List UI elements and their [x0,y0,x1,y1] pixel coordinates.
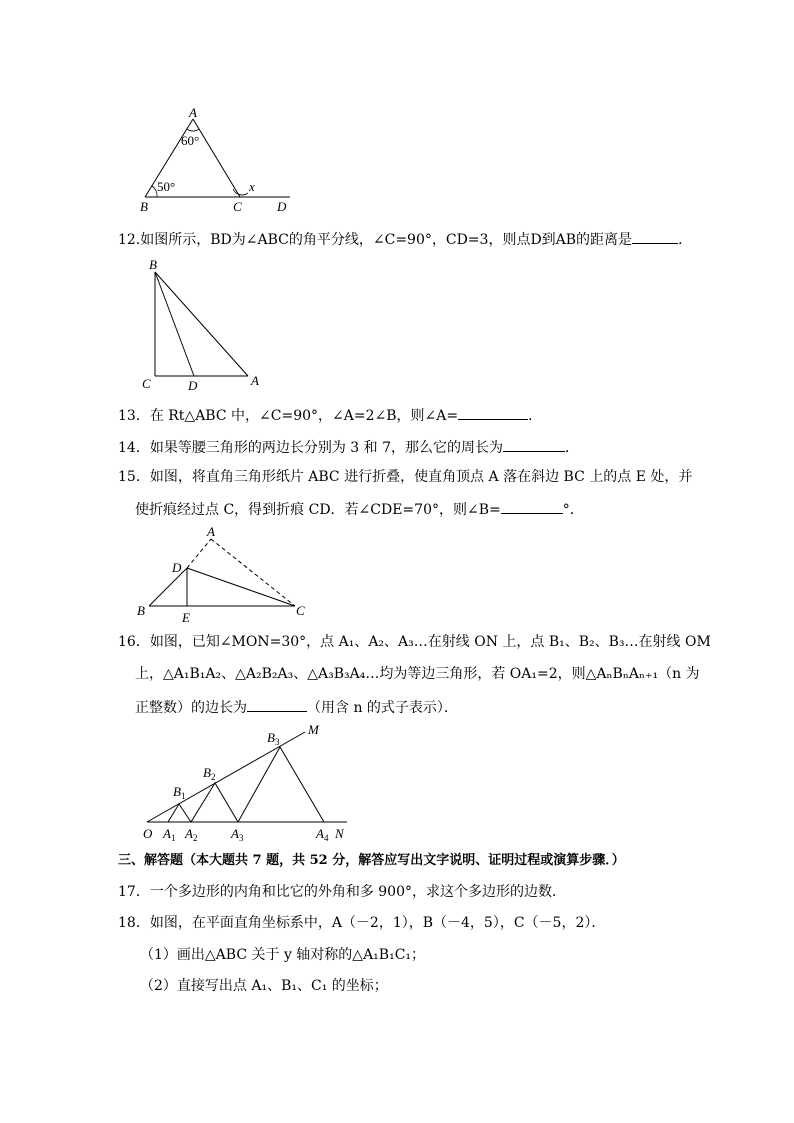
label-B: B [149,257,157,272]
label-D: D [277,199,287,214]
label-A3: $A_3$ [231,826,244,843]
label-A: A [251,373,259,388]
fold-diagram-q15 [135,524,315,624]
figure-q11 [135,105,305,219]
question-12: 12.如图所示，BD为∠ABC的角平分线，∠C=90°，CD=3，则点D到AB的距离是 ． [118,229,692,249]
label-O: O [143,826,153,841]
question-16-line2: 上，△A₁B₁A₂、△A₂B₂A₃、△A₃B₃A₄…均为等边三角形，若 OA₁=2，则△AₙBₙAₙ₊₁（n 为 [135,666,700,682]
label-M: M [308,722,319,737]
figure-q12 [135,256,270,395]
figure-q16 [135,720,365,849]
label-B1: $B_1$ [173,784,186,801]
label-C: C [233,199,242,214]
triangle-diagram-q11 [135,105,305,215]
label-C: C [142,376,151,391]
question-17: 17．一个多边形的内角和比它的外角和多 900°，求这个多边形的边数． [118,884,566,900]
label-A2: $A_2$ [185,826,198,843]
label-D: D [172,560,182,575]
label-B: B [137,603,145,618]
question-18-sub2: （2）直接写出点 A₁、B₁、C₁ 的坐标； [140,978,388,994]
question-13: 13．在 Rt△ABC 中，∠C=90°，∠A=2∠B，则∠A= ． [118,405,542,425]
angle-B-label: 50° [157,179,176,194]
question-14: 14．如果等腰三角形的两边长分别为 3 和 7，那么它的周长为 ． [118,437,579,457]
equilateral-triangles-diagram-q16 [135,720,365,845]
label-x: x [249,179,255,194]
label-N: N [335,826,344,841]
question-15-line1: 15．如图，将直角三角形纸片 ABC 进行折叠，使直角顶点 A 落在斜边 BC 上的点 E 处，并 [118,469,693,485]
label-E: E [182,610,190,625]
question-18-sub1: （1）画出△ABC 关于 y 轴对称的△A₁B₁C₁； [140,947,426,963]
label-A1: $A_1$ [163,826,176,843]
figure-q15 [135,524,315,628]
label-A4: $A_4$ [316,826,329,843]
question-15-line2: 使折痕经过点 C，得到折痕 CD．若∠CDE=70°，则∠B= °． [135,499,584,519]
label-B2: $B_2$ [203,765,216,782]
section-3-heading: 三、解答题（本大题共 7 题，共 52 分，解答应写出文字说明、证明过程或演算步骤．） [118,853,625,868]
label-A: A [207,524,215,539]
question-18: 18．如图，在平面直角坐标系中，A（－2，1），B（－4，5），C（－5，2）． [118,915,606,931]
label-B: B [140,199,148,214]
label-B3: $B_3$ [267,730,280,747]
label-D: D [188,378,198,393]
question-16-line1: 16．如图，已知∠MON=30°，点 A₁、A₂、A₃…在射线 ON 上，点 B₁、B₂、B₃…在射线 OM [118,634,711,650]
angle-A-label: 60° [181,133,200,148]
label-C: C [296,603,305,618]
triangle-diagram-q12 [135,256,270,391]
question-16-line3: 正整数）的边长为 （用含 n 的式子表示）． [135,697,458,717]
label-A: A [189,105,197,120]
